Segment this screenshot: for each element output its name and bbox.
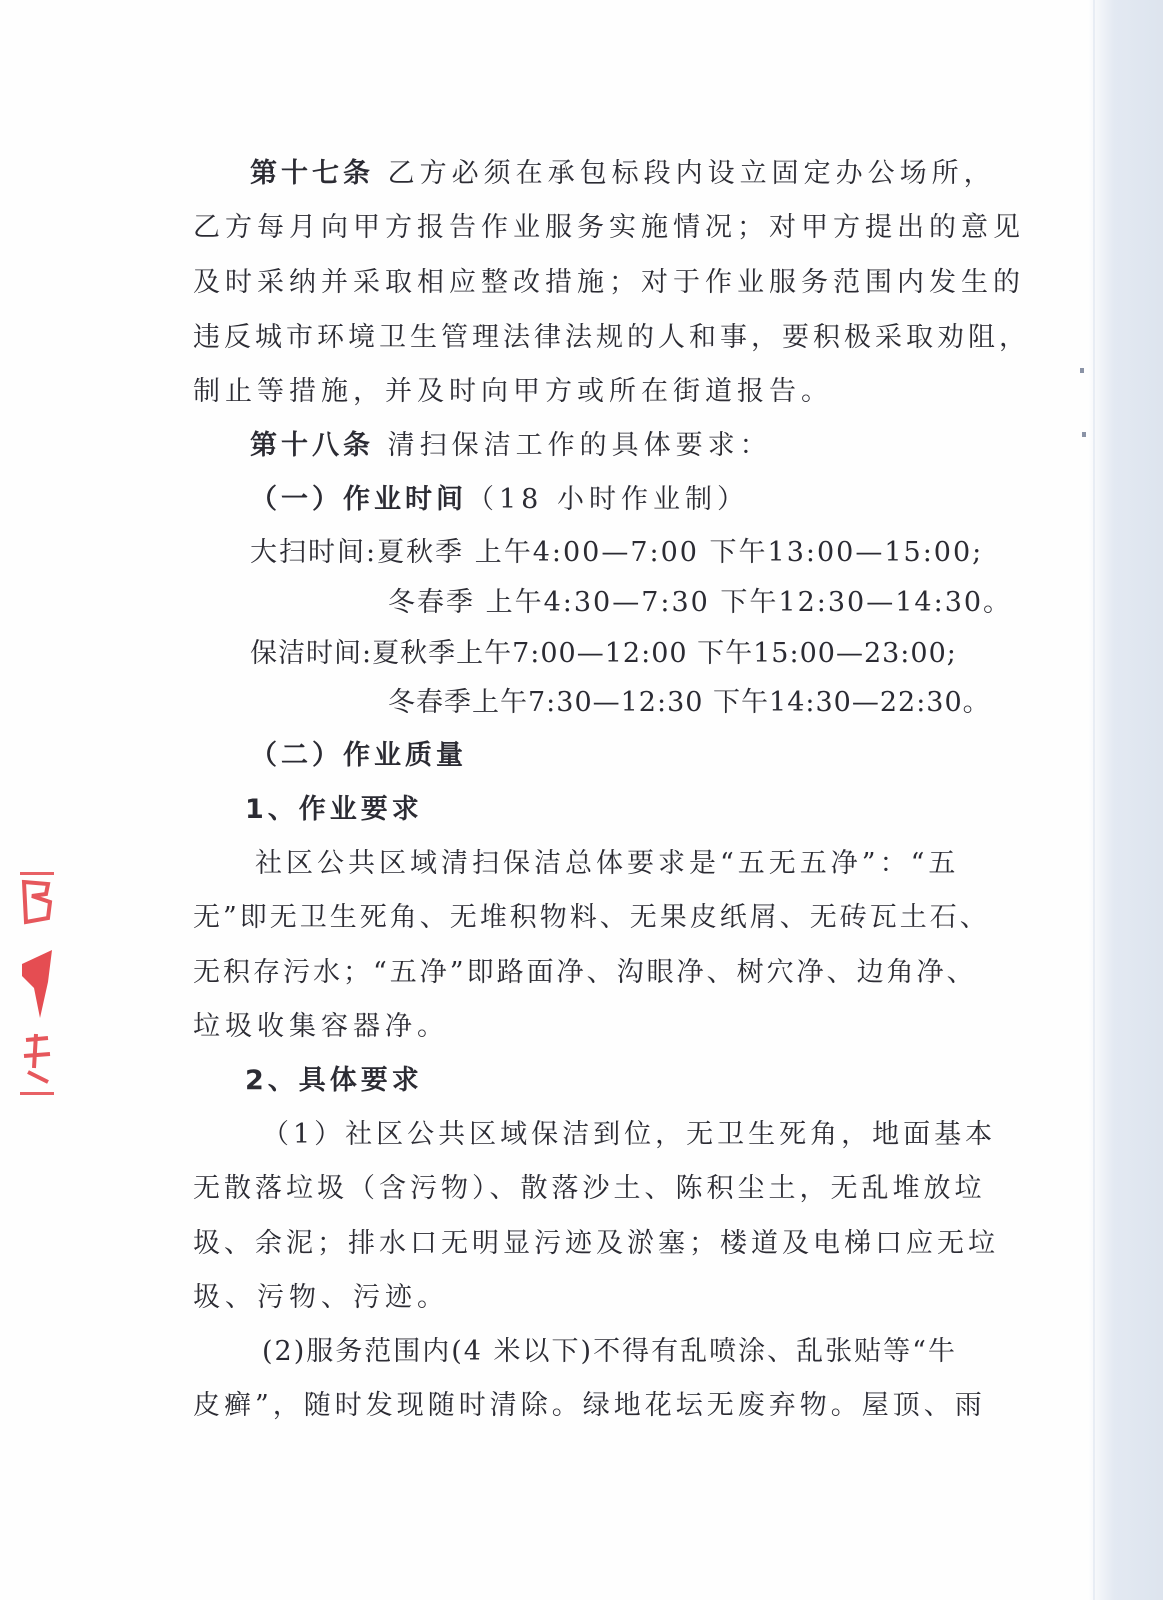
- seam-seal-stamp: [18, 872, 62, 1098]
- requirement-1-line-2: 无”即无卫生死角、无堆积物料、无果皮纸屑、无砖瓦土石、: [193, 902, 990, 933]
- clean-winter-times: 冬春季上午7:30—12:30 下午14:30—22:30。: [388, 687, 991, 718]
- requirement-2-p2-line-1: (2)服务范围内(4 米以下)不得有乱喷涂、乱张贴等“牛: [262, 1336, 957, 1367]
- article-17-text: 乙方必须在承包标段内设立固定办公场所，: [387, 158, 996, 189]
- article-17-line-4: 违反城市环境卫生管理法律法规的人和事，要积极采取劝阻，: [193, 322, 1030, 353]
- sweep-winter-times: 冬春季 上午4:30—7:30 下午12:30—14:30。: [388, 587, 1013, 618]
- clean-summer-row: [250, 636, 957, 672]
- requirement-2-p1-line-3: 圾、余泥；排水口无明显污迹及淤塞；楼道及电梯口应无垃: [193, 1228, 999, 1259]
- requirement-2-p2-line-2: 皮癣”，随时发现随时清除。绿地花坛无废弃物。屋顶、雨: [193, 1390, 986, 1421]
- article-17-line-2: 乙方每月向甲方报告作业服务实施情况；对甲方提出的意见: [193, 212, 1025, 243]
- clean-summer-times: 夏秋季上午7:00—12:00 下午15:00—23:00;: [372, 638, 957, 669]
- article-18-text: 清扫保洁工作的具体要求：: [387, 430, 772, 461]
- section-1-note: （18 小时作业制）: [467, 484, 749, 515]
- sweep-time-label: 大扫时间:: [250, 537, 378, 568]
- scan-speck: [1080, 368, 1084, 373]
- section-1-heading: （一）作业时间: [250, 484, 467, 515]
- scan-edge-shadow: [1088, 0, 1163, 1600]
- section-2-heading: （二）作业质量: [250, 740, 467, 771]
- requirement-1-line-1: 社区公共区域清扫保洁总体要求是“五无五净”：“五: [255, 848, 960, 879]
- article-17-heading: 第十七条: [250, 158, 374, 189]
- clean-time-label: 保洁时间:: [250, 638, 373, 669]
- sweep-summer-times: 夏秋季 上午4:00—7:00 下午13:00—15:00;: [377, 537, 984, 568]
- requirement-2-p1-line-4: 圾、污物、污迹。: [193, 1282, 449, 1313]
- article-18-heading: 第十八条: [250, 430, 374, 461]
- requirement-1-heading: 1、作业要求: [245, 794, 423, 825]
- article-17-line-5: 制止等措施，并及时向甲方或所在街道报告。: [193, 376, 833, 407]
- article-17-line-3: 及时采纳并采取相应整改措施；对于作业服务范围内发生的: [193, 267, 1025, 298]
- article-17-line-1: [250, 156, 996, 192]
- requirement-2-p1-line-1: （1）社区公共区域保洁到位，无卫生死角，地面基本: [262, 1119, 997, 1150]
- sweep-summer-row: [250, 535, 983, 571]
- requirement-1-line-4: 垃圾收集容器净。: [193, 1011, 449, 1042]
- article-18-line-1: [250, 428, 772, 464]
- scan-speck: [1082, 432, 1086, 437]
- requirement-2-heading: 2、具体要求: [245, 1065, 423, 1096]
- seal-graphic-icon: [18, 872, 62, 1098]
- requirement-1-line-3: 无积存污水；“五净”即路面净、沟眼净、树穴净、边角净、: [193, 957, 977, 988]
- requirement-2-p1-line-2: 无散落垃圾（含污物）、散落沙土、陈积尘土，无乱堆放垃: [193, 1173, 986, 1204]
- section-1-title: [250, 482, 749, 518]
